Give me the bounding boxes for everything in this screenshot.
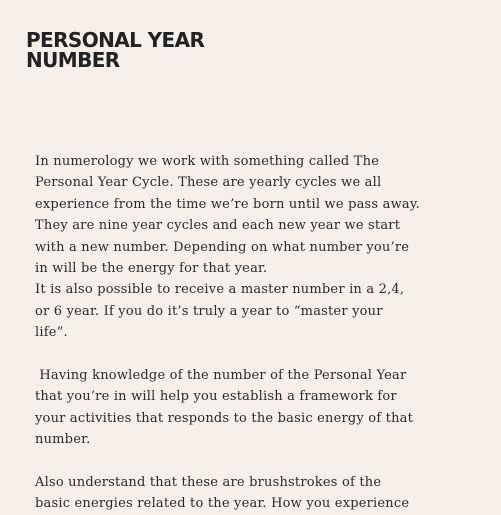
text-line: They are nine year cycles and each new year we start [35, 218, 401, 234]
text-line: experience from the time we’re born until we pass away. [35, 196, 421, 212]
text-line: life”. [35, 325, 68, 341]
title-line-2: NUMBER [26, 48, 120, 72]
text-line: basic energies related to the year. How you experience [35, 496, 410, 512]
text-line: Personal Year Cycle. These are yearly cycles we all [35, 175, 382, 191]
text-line: in will be the energy for that year. [35, 260, 268, 276]
text-line: Also understand that these are brushstrokes of the [35, 474, 382, 490]
paragraph-spacer [35, 344, 475, 365]
body-text [35, 151, 475, 515]
paragraph-spacer [35, 450, 475, 471]
paragraph-brushstrokes [35, 472, 475, 515]
text-line: with a new number. Depending on what number you’re [35, 239, 410, 255]
paragraph-knowledge [35, 365, 475, 451]
text-line: that you’re in will help you establish a framework for [35, 389, 397, 405]
page-title [26, 30, 286, 70]
text-line: your activities that responds to the basic energy of that [35, 410, 414, 426]
text-line: In numerology we work with something called The [35, 154, 380, 169]
text-line: It is also possible to receive a master number in a 2,4, [35, 282, 405, 298]
title-line-1: PERSONAL YEAR [26, 28, 205, 52]
text-line: Having knowledge of the number of the Personal Year [35, 367, 407, 383]
text-line: number. [35, 432, 91, 448]
text-line: or 6 year. If you do it’s truly a year to “master your [35, 303, 383, 319]
paragraph-personal-year-cycle [35, 151, 475, 344]
